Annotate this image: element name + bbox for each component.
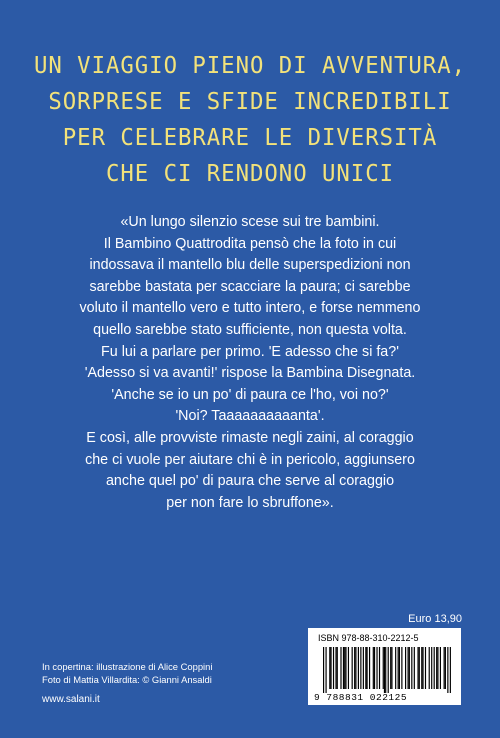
barcode-bar (340, 647, 341, 689)
barcode-bar (345, 647, 346, 689)
barcode-bar (383, 647, 384, 689)
barcode-bar (440, 647, 441, 689)
barcode-bar (408, 647, 409, 689)
barcode-bar (344, 647, 345, 689)
barcode-bar (414, 647, 415, 689)
barcode-bar (376, 647, 377, 689)
barcode-bar (348, 647, 349, 689)
barcode-bar (323, 647, 324, 693)
blurb-line: Il Bambino Quattrodita pensò che la foto in cui (103, 235, 397, 252)
barcode-bar (409, 647, 410, 689)
photo-credit: Foto di Mattia Villardita: © Gianni Ansaldi (42, 673, 212, 685)
barcode-bar (399, 647, 400, 689)
isbn-number: ISBN 978-88-310-2212-5 (318, 633, 419, 643)
headline-line-1: UN VIAGGIO PIENO DI AVVENTURA, (33, 53, 467, 79)
publisher-website: www.salani.it (42, 694, 100, 705)
blurb-line: E così, alle provviste rimaste negli zaini, al coraggio (86, 429, 414, 446)
barcode-bar (431, 647, 432, 689)
barcode-bar (354, 647, 355, 689)
barcode-bar (385, 647, 386, 693)
blurb-line: Fu lui a parlare per primo. 'E adesso che si fa?' (101, 343, 399, 360)
barcode-bar (437, 647, 438, 689)
barcode-bar (390, 647, 391, 689)
barcode-bar (374, 647, 375, 689)
barcode-bar (405, 647, 406, 689)
barcode-bar (333, 647, 334, 689)
barcode-bar (436, 647, 437, 689)
barcode-box (308, 628, 461, 705)
blurb-line: quello sarebbe stato sufficiente, non questa volta. (93, 321, 407, 338)
barcode-bar (365, 647, 366, 689)
blurb-line: 'Anche se io un po' di paura ce l'ho, voi no?' (111, 386, 389, 403)
barcode-bar (330, 647, 331, 689)
barcode-bar (337, 647, 338, 689)
barcode-bar (343, 647, 344, 689)
barcode-bar (388, 647, 389, 693)
barcode-bar (363, 647, 364, 689)
barcode-bar (425, 647, 426, 689)
barcode-bar (373, 647, 374, 689)
barcode-bar (391, 647, 392, 689)
blurb-line: indossava il mantello blu delle superspedizioni non (89, 257, 411, 274)
blurb-line: «Un lungo silenzio scese sui tre bambini. (120, 214, 380, 230)
barcode-bar (379, 647, 380, 689)
cover-credit: In copertina: illustrazione di Alice Coppini (42, 661, 213, 672)
barcode-bar (421, 647, 422, 689)
headline (8, 48, 493, 192)
barcode-bar (395, 647, 396, 689)
barcode-bar (401, 647, 402, 689)
credits (42, 661, 212, 686)
headline-line-4: CHE CI RENDONO UNICI (105, 161, 395, 187)
barcode-bar (358, 647, 359, 689)
barcode-bar (417, 647, 418, 689)
barcode-bar (329, 647, 330, 689)
barcode-bar (352, 647, 353, 689)
price: Euro 13,90 (408, 613, 462, 625)
barcode-bar (445, 647, 446, 689)
barcode-bar (398, 647, 399, 689)
barcode-bar (369, 647, 370, 689)
barcode-bar (360, 647, 361, 689)
blurb-line: sarebbe bastata per scacciare la paura; ci sarebbe (89, 278, 411, 295)
headline-line-2: SORPRESE E SFIDE INCREDIBILI (48, 89, 452, 115)
barcode-bar (429, 647, 430, 689)
barcode-bar (384, 647, 385, 693)
barcode-bar (355, 647, 356, 689)
blurb-line: che ci vuole per aiutare chi è in pericolo, aggiunsero (85, 451, 415, 468)
barcode-bar (447, 647, 448, 693)
barcode-bar (422, 647, 423, 689)
barcode-bar (335, 647, 336, 689)
barcode-icon (323, 647, 451, 693)
barcode-digits: 9 788831 022125 (314, 692, 408, 703)
blurb-quote (0, 212, 500, 514)
barcode-bar (419, 647, 420, 689)
headline-line-3: PER CELEBRARE LE DIVERSITÀ (62, 125, 438, 151)
barcode-bar (325, 647, 326, 693)
barcode-bar (367, 647, 368, 689)
barcode-bar (434, 647, 435, 689)
barcode-bar (450, 647, 451, 693)
barcode-bar (411, 647, 412, 689)
blurb-line: voluto il mantello vero e tutto intero, e forse nemmeno (79, 300, 421, 317)
blurb-line: 'Noi? Taaaaaaaaaanta'. (175, 408, 325, 425)
blurb-line: per non fare lo sbruffone». (166, 494, 334, 511)
barcode-bar (444, 647, 445, 689)
blurb-line: 'Adesso si va avanti!' rispose la Bambina Disegnata. (84, 365, 416, 382)
blurb-line: anche quel po' di paura che serve al coraggio (105, 473, 395, 490)
